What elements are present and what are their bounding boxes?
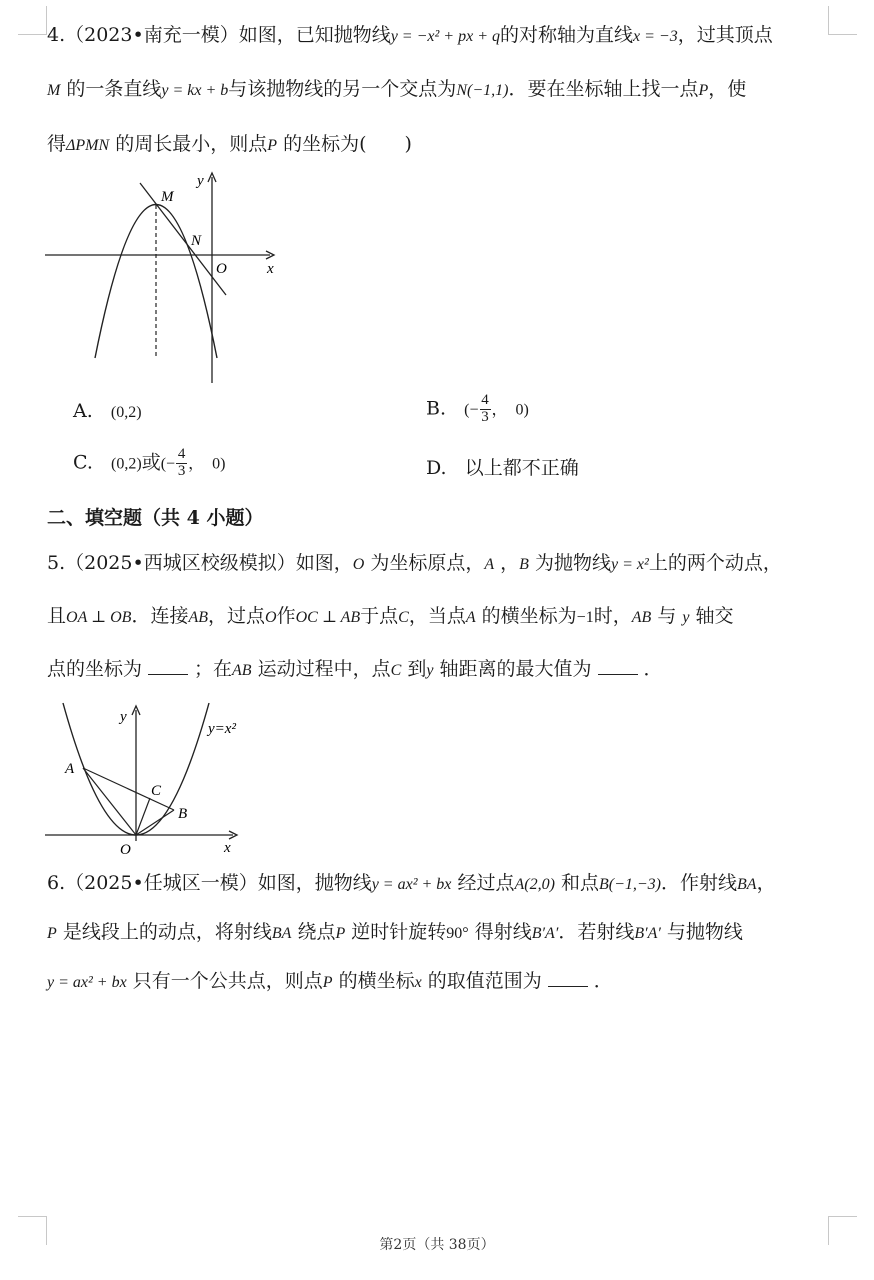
q5-formula: O <box>265 609 277 626</box>
q5-formula: C <box>398 609 409 626</box>
q6-text: 绕点 <box>297 921 336 943</box>
q6-formula: B′A′ <box>634 925 661 942</box>
q5-text: 且 <box>47 605 67 627</box>
q4-text: 的对称轴为直线 <box>500 24 634 46</box>
corner-mark-top-left <box>18 6 47 35</box>
q4-text: 的坐标为( ) <box>283 133 412 155</box>
option-value: (− <box>160 455 176 473</box>
q6-line-1 <box>47 872 776 895</box>
answer-blank[interactable] <box>548 970 588 987</box>
option-value: (− <box>464 401 479 419</box>
q4-text: ，使 <box>708 78 747 100</box>
q4-formula: P <box>698 82 709 99</box>
q4-parabola-figure <box>40 165 290 390</box>
option-value: ， 0) <box>188 455 226 473</box>
q6-formula: y = ax² + bx <box>371 876 452 893</box>
q4-text: ，过其顶点 <box>677 24 773 46</box>
q6-text: ． <box>593 970 613 992</box>
q4-text: 4.（2023•南充一模）如图，已知抛物线 <box>47 24 391 46</box>
option-label: D. <box>426 457 447 479</box>
fraction-numerator: 4 <box>177 446 186 462</box>
q6-text: 6.（2025•任城区一模）如图，抛物线 <box>47 872 372 894</box>
q6-text: ．若射线 <box>558 921 635 943</box>
q6-formula: BA <box>271 925 292 942</box>
q4-line-3 <box>47 133 412 156</box>
q4-formula: x = −3 <box>633 28 678 45</box>
q6-formula: B(−1,−3) <box>598 876 661 893</box>
q6-text: 的取值范围为 <box>427 970 542 992</box>
q5-formula: −1 <box>576 609 594 626</box>
corner-mark-top-right <box>828 6 857 35</box>
q4-formula: M <box>47 82 61 99</box>
label-y: y <box>120 709 127 725</box>
q4-formula: N(−1,1) <box>456 82 509 99</box>
q6-formula: 90° <box>446 925 469 942</box>
q4-formula: P <box>267 137 278 154</box>
option-text: 或 <box>141 451 161 474</box>
q5-text: 于点 <box>360 605 399 627</box>
q5-text: 点的坐标为 <box>47 658 143 680</box>
q6-text: 是线段上的动点，将射线 <box>62 921 272 943</box>
q4-formula: ΔPMN <box>66 137 110 154</box>
q5-text: 为坐标原点， <box>370 552 485 574</box>
q5-line-2 <box>47 605 734 628</box>
q5-formula: OA ⊥ OB <box>66 609 132 626</box>
q5-formula: AB <box>232 662 252 679</box>
answer-blank[interactable] <box>598 658 638 675</box>
q5-text: ． <box>643 658 663 680</box>
q6-formula: A(2,0) <box>514 876 555 893</box>
q5-text: 轴距离的最大值为 <box>439 658 592 680</box>
label-y: y <box>197 173 204 189</box>
option-value: (0,2) <box>111 455 142 473</box>
q5-formula: AB <box>188 609 208 626</box>
option-label: B. <box>426 397 447 420</box>
q5-formula: A <box>484 556 495 573</box>
q4-option-a[interactable] <box>73 400 142 422</box>
q4-option-c[interactable] <box>73 447 225 480</box>
q5-formula: O <box>352 556 365 573</box>
q6-text: 的横坐标 <box>338 970 415 992</box>
q5-formula: y <box>426 662 434 679</box>
label-b: B <box>178 806 188 822</box>
label-o: O <box>120 842 131 858</box>
fraction <box>480 393 491 426</box>
q5-parabola-figure <box>40 698 270 860</box>
label-c: C <box>151 783 162 799</box>
label-n: N <box>191 233 202 249</box>
q4-text: 的周长最小，则点 <box>115 133 268 155</box>
fraction-denominator: 3 <box>481 408 489 425</box>
line-mn <box>140 183 226 295</box>
option-value: 以上都不正确 <box>464 457 579 479</box>
q6-formula: P <box>322 974 333 991</box>
label-x: x <box>267 261 274 277</box>
q6-text: 经过点 <box>457 872 515 894</box>
q5-text: ．连接 <box>131 605 189 627</box>
q5-text: 的横坐标为 <box>481 605 577 627</box>
option-value: (0,2) <box>110 404 142 421</box>
section-title: 二、填空题（共 4 小题） <box>47 507 264 529</box>
q4-line-1 <box>47 24 773 47</box>
q6-formula: B′A′ <box>531 925 559 942</box>
q5-text: 上的两个动点， <box>648 552 782 574</box>
fraction-numerator: 4 <box>481 392 489 408</box>
q5-text: ，过点 <box>208 605 266 627</box>
q6-text: ．作射线 <box>661 872 738 894</box>
label-x: x <box>224 840 231 856</box>
label-o: O <box>216 261 227 277</box>
q5-line-3 <box>47 658 663 681</box>
q5-formula: OC ⊥ AB <box>295 609 361 626</box>
q5-formula: C <box>390 662 402 679</box>
q5-text: 与 <box>657 605 677 627</box>
segment-oa <box>83 768 136 835</box>
q5-text: 作 <box>276 605 296 627</box>
answer-blank[interactable] <box>148 658 188 675</box>
q5-text: 运动过程中，点 <box>257 658 391 680</box>
q6-formula: P <box>47 925 57 942</box>
q6-text: ， <box>756 872 776 894</box>
q5-formula: y <box>682 609 690 626</box>
q6-text: 只有一个公共点，则点 <box>132 970 323 992</box>
q5-text: ；在 <box>194 658 233 680</box>
q5-text: ，当点 <box>408 605 466 627</box>
q6-text: 与抛物线 <box>666 921 743 943</box>
q6-text: 和点 <box>560 872 599 894</box>
q5-text: 到 <box>407 658 427 680</box>
option-label: A. <box>73 400 93 422</box>
q4-line-2 <box>47 78 746 101</box>
q5-formula: B <box>519 556 529 573</box>
q6-line-3 <box>47 970 613 993</box>
q6-formula: x <box>414 974 422 991</box>
q4-text: 与该抛物线的另一个交点为 <box>228 78 457 100</box>
q4-formula: y = −x² + px + q <box>390 28 500 45</box>
q6-line-2 <box>47 921 743 944</box>
q5-formula: A <box>465 609 476 626</box>
q5-text: 为抛物线 <box>535 552 612 574</box>
q4-text: 得 <box>47 133 67 155</box>
q4-formula: y = kx + b <box>161 82 229 99</box>
q6-formula: P <box>335 925 346 942</box>
segment-oc <box>136 798 150 835</box>
q5-formula: AB <box>631 609 652 626</box>
q6-formula: y = ax² + bx <box>47 974 127 991</box>
segment-ob <box>136 810 174 835</box>
q6-formula: BA <box>737 876 757 893</box>
q4-text: ．要在坐标轴上找一点 <box>508 78 699 100</box>
q4-option-b[interactable] <box>426 393 529 426</box>
q5-text: 轴交 <box>695 605 734 627</box>
option-value: ， 0) <box>491 401 529 419</box>
curve-label: y=x² <box>208 721 236 737</box>
q5-text: 5.（2025•西城区校级模拟）如图， <box>47 552 353 574</box>
label-m: M <box>161 189 174 205</box>
q5-text: ， <box>500 552 520 574</box>
q4-text: 的一条直线 <box>66 78 162 100</box>
page-footer: 第2页（共 38页） <box>379 1237 495 1253</box>
q5-text: 时， <box>593 605 632 627</box>
q5-formula: y = x² <box>611 556 649 573</box>
q5-line-1 <box>47 552 782 575</box>
option-label: C. <box>73 451 93 474</box>
q4-option-d[interactable] <box>426 453 579 480</box>
fraction-denominator: 3 <box>177 462 186 479</box>
q6-text: 逆时针旋转 <box>351 921 447 943</box>
label-a: A <box>65 761 75 777</box>
fraction <box>176 447 187 480</box>
q6-text: 得射线 <box>474 921 532 943</box>
